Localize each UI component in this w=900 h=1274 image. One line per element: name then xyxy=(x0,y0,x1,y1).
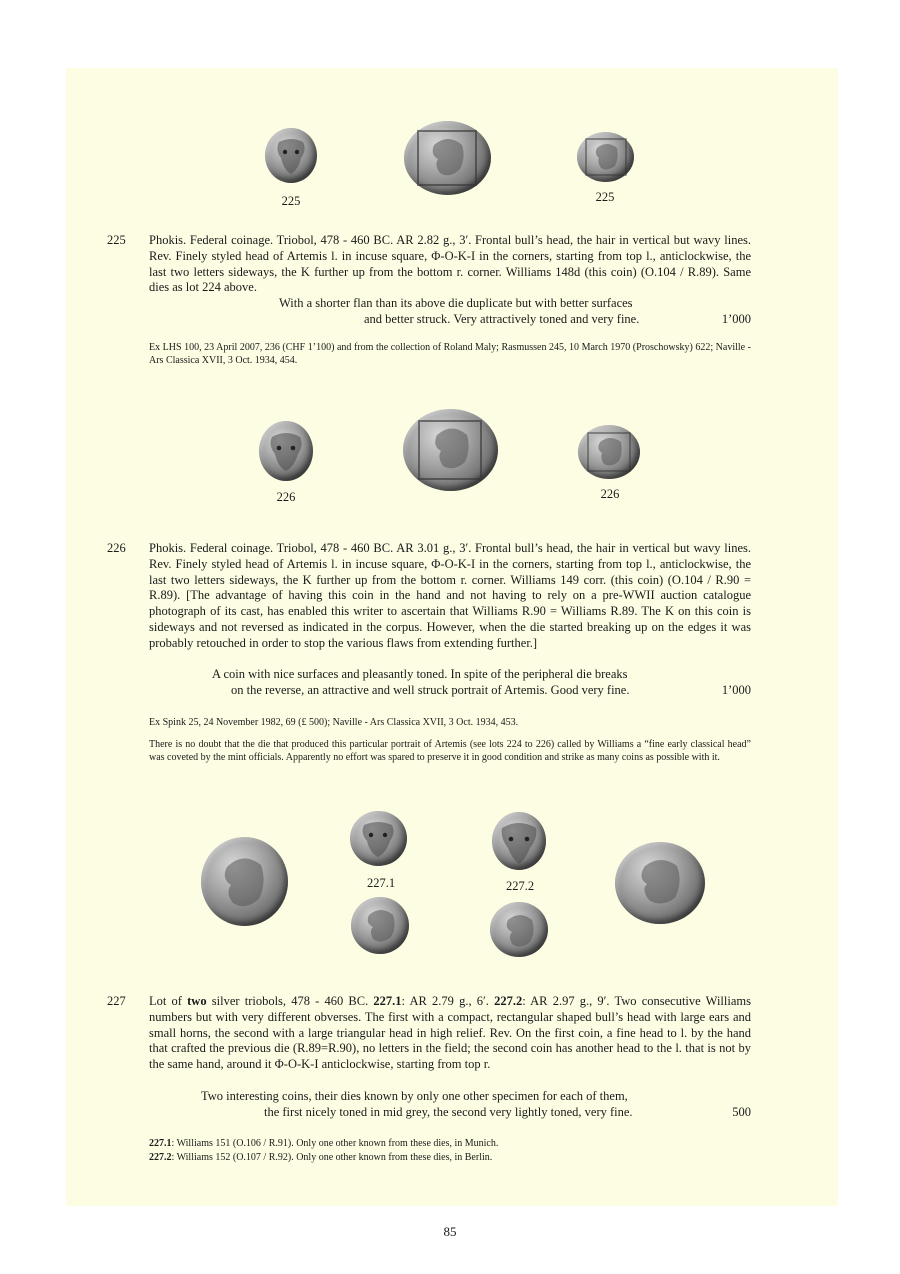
lot-condition-225-line2: and better struck. Very attractively toned and very fine. xyxy=(364,312,640,326)
lot-note-227-2-text: : Williams 152 (O.107 / R.92). Only one other known from these dies, in Berlin. xyxy=(171,1152,493,1163)
lot-commentary-226: There is no doubt that the die that produced this particular portrait of Artemis (see lots 224 to 226) called by Williams a “fine early classical head” was coveted by the mint officials. Apparently no effort was spared to preserve it in good condition and strike as many coins as possible with it. xyxy=(149,739,751,763)
lot-condition-226-line1: A coin with nice surfaces and pleasantly toned. In spite of the peripheral die breaks xyxy=(212,667,628,681)
lot-price-227: 500 xyxy=(732,1105,751,1119)
lot-description-227-bold-two: two xyxy=(187,994,207,1008)
caption-227-2: 227.2 xyxy=(505,879,535,893)
lot-note-227-2-ref: 227.2 xyxy=(149,1152,172,1163)
lot-description-227-bold-ref1: 227.1 xyxy=(373,994,402,1008)
lot-description-227 xyxy=(149,994,751,1073)
lot-note-227-2 xyxy=(149,1151,751,1164)
lot-number-227: 227 xyxy=(107,994,126,1008)
caption-226-left: 226 xyxy=(276,490,296,504)
lot-provenance-225: Ex LHS 100, 23 April 2007, 236 (CHF 1’100) and from the collection of Roland Maly; Rasmussen 245, 10 March 1970 (Proschowsky) 622; Naville - Ars Classica XVII, 3 Oct. 1934, 454. xyxy=(149,342,751,366)
lot-description-227-bold-ref2: 227.2 xyxy=(494,994,523,1008)
lot-note-227-1-ref: 227.1 xyxy=(149,1138,172,1149)
lot-condition-225-line1: With a shorter flan than its above die duplicate but with better surfaces xyxy=(279,296,633,310)
lot-price-225: 1’000 xyxy=(721,312,751,326)
caption-225-right: 225 xyxy=(595,190,615,204)
lot-description-225: Phokis. Federal coinage. Triobol, 478 - 460 BC. AR 2.82 g., 3′. Frontal bull’s head, the hair in vertical but wavy lines. Rev. Finely styled head of Artemis l. in incuse square, Φ-O-K-I in the corners, starting from top l., anticlockwise, the last two letters sideways, the K further up from the bottom r. corner. Williams 148d (this coin) (O.104 / R.89). Same dies as lot 224 above. xyxy=(149,233,751,295)
page-number: 85 xyxy=(443,1224,457,1239)
coin-225-obverse-bull-image xyxy=(265,128,317,183)
lot-note-227-1-text: : Williams 151 (O.106 / R.91). Only one other known from these dies, in Munich. xyxy=(171,1138,499,1149)
coin-226-obverse-bull-image xyxy=(259,421,313,481)
lot-number-226: 226 xyxy=(107,541,126,555)
coin-227-large-left-image xyxy=(201,837,288,926)
lot-description-226: Phokis. Federal coinage. Triobol, 478 - 460 BC. AR 3.01 g., 3′. Frontal bull’s head, the hair in vertical but wavy lines. Rev. Finely styled head of Artemis l. in incuse square, Φ-O-K-I in the corners, starting from top l., anticlockwise, the last two letters sideways, the K further up from the bottom r. corner. Williams 149 corr. (this coin) (O.104 / R.90 = R.89). [The advantage of having this coin in the hand and not having to rely on a pre-WWII auction catalogue photograph of its cast, has enabled this writer to ascertain that Williams R.90 = Williams R.89. The K on this coin is sideways and not reversed as indicated in the corpus. However, when the die started breaking up on the edges it was probably retouched in order to stop the various flaws from extending further.] xyxy=(149,541,751,650)
lot-number-225: 225 xyxy=(107,233,126,247)
caption-227-1: 227.1 xyxy=(366,876,396,890)
coin-225-reverse-artemis-image xyxy=(404,121,491,195)
lot-description-227-part1: Lot of xyxy=(149,994,188,1008)
coin-226-reverse-small-image xyxy=(578,425,640,479)
lot-note-227-1 xyxy=(149,1137,751,1150)
lot-provenance-226: Ex Spink 25, 24 November 1982, 69 (£ 500); Naville - Ars Classica XVII, 3 Oct. 1934, 453. xyxy=(149,717,519,728)
caption-226-right: 226 xyxy=(600,487,620,501)
coin-227-2-reverse-image xyxy=(490,902,548,957)
lot-condition-226-line2: on the reverse, an attractive and well struck portrait of Artemis. Good very fine. xyxy=(231,683,630,697)
lot-description-227-part2: silver triobols, 478 - 460 BC. xyxy=(206,994,374,1008)
lot-price-226: 1’000 xyxy=(721,683,751,697)
lot-description-227-part3: : AR 2.79 g., 6′. xyxy=(401,994,495,1008)
coin-227-1-reverse-image xyxy=(351,897,409,954)
coin-226-reverse-artemis-image xyxy=(403,409,498,491)
lot-description-227-part4: : AR 2.97 g., 9′. Two consecutive Williams numbers but with very different obverses. The first with a compact, rectangular shaped bull’s head with large ears and small horns, the second with a large triangular head in high relief. Rev. On the first coin, a fine head to l. by the hand that crafted the previous die (R.89=R.90), no letters in the field; the second coin has another head to the l. that is not by the same hand, around it Φ-O-K-I anticlockwise, starting from top r. xyxy=(149,994,751,1072)
coin-225-reverse-small-image xyxy=(577,132,634,182)
coin-227-2-obverse-bull-image xyxy=(492,812,546,870)
coin-227-1-obverse-bull-image xyxy=(350,811,407,866)
caption-225-left: 225 xyxy=(281,194,301,208)
coin-227-large-right-image xyxy=(615,842,705,924)
lot-condition-227-line2: the first nicely toned in mid grey, the second very lightly toned, very fine. xyxy=(264,1105,633,1119)
lot-condition-227-line1: Two interesting coins, their dies known by only one other specimen for each of them, xyxy=(201,1089,628,1103)
